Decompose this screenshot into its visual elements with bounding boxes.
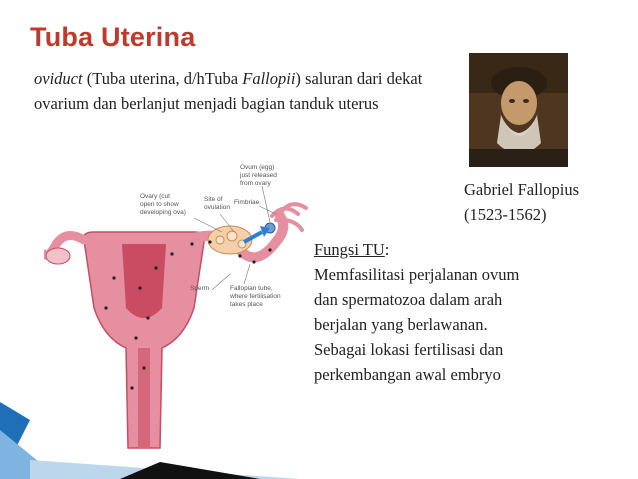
portrait-caption [464,177,579,227]
intro-term-2: Fallopii [242,69,296,88]
label-fimbriae: Fimbriae [234,199,260,206]
fungsi-line-1: Memfasilitasi perjalanan ovum [314,265,520,284]
label-ovulation-2: ovulation [204,204,231,211]
fungsi-line-3: berjalan yang berlawanan. [314,315,488,334]
fungsi-block [314,237,614,387]
uterus-diagram [44,158,310,462]
label-ovum-3: from ovary [240,180,271,187]
label-ovary-2: open to show [140,201,179,208]
intro-text-1: (Tuba uterina, d/hTuba [82,69,243,88]
fungsi-line-5: perkembangan awal embryo [314,365,501,384]
label-tube-2: where fertilisation [230,293,281,300]
label-tube-1: Fallopian tube, [230,285,273,292]
label-tube-3: takes place [230,301,263,308]
label-ovary-1: Ovary (cut [140,193,170,200]
left-ovary [46,248,70,264]
fungsi-line-2: dan spermatozoa dalam arah [314,290,503,309]
intro-text-2: ) saluran dari dekat ovarium dan berlanjut menjadi bagian tanduk uterus [34,69,423,113]
label-ovulation-1: Site of [204,196,223,203]
fungsi-line-4: Sebagai lokasi fertilisasi dan [314,340,504,359]
fungsi-heading: Fungsi TU [314,240,385,259]
fungsi-colon: : [384,240,390,259]
portrait-years: (1523-1562) [464,205,547,224]
label-ovum-1: Ovum (egg) [240,164,275,171]
intro-paragraph [34,66,454,116]
label-sperm: Sperm [190,285,210,292]
slide-title: Tuba Uterina [30,22,196,52]
bottom-dark-wedge [120,462,260,479]
uterine-cavity [122,244,166,318]
fallopius-portrait [469,53,568,167]
intro-term: oviduct [34,69,83,88]
label-ovary-3: developing ova) [140,209,186,216]
label-ovum-2: just released [240,172,277,179]
portrait-name: Gabriel Fallopius [464,180,580,199]
cervical-canal [138,348,150,448]
